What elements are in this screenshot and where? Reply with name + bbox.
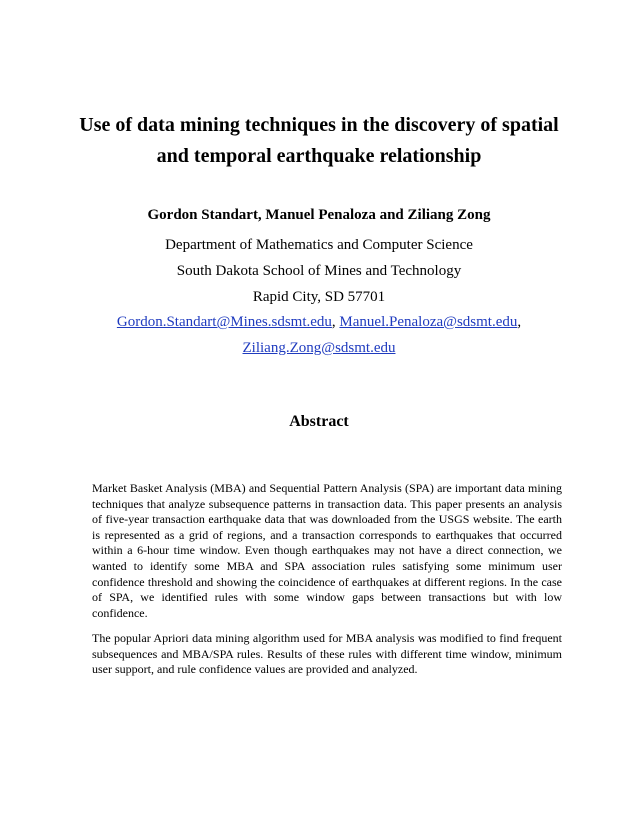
email-link-zong[interactable]: Ziliang.Zong@sdsmt.edu <box>242 340 396 356</box>
email-separator: , <box>331 314 340 330</box>
email-line-1 <box>40 312 598 332</box>
affiliation-department: Department of Mathematics and Computer Science <box>165 237 473 253</box>
email-line-2 <box>40 338 598 358</box>
abstract-heading: Abstract <box>289 413 349 430</box>
author-list: Gordon Standart, Manuel Penaloza and Ziliang Zong <box>147 207 491 223</box>
affiliation-location: Rapid City, SD 57701 <box>252 289 386 305</box>
email-link-penaloza[interactable]: Manuel.Penaloza@sdsmt.edu <box>339 314 518 330</box>
abstract-paragraph-1: Market Basket Analysis (MBA) and Sequential Pattern Analysis (SPA) are important data mining techniques that analyze subsequence patterns in transaction data. This paper presents an analysis of five-year transaction earthquake data that was downloaded from the USGS website. The earth is represented as a grid of regions, and a transaction corresponds to earthquakes that occurred within a 6-hour time window. Even though earthquakes may not have a direct connection, we wanted to identify some MBA and SPA association rules satisfying some minimum user confidence threshold and showing the coincidence of earthquakes at different regions. In the case of SPA, we identified rules with some window gaps between transactions but with low confidence. <box>92 481 562 620</box>
email-link-standart[interactable]: Gordon.Standart@Mines.sdsmt.edu <box>116 314 332 330</box>
paper-title <box>60 110 578 172</box>
email-separator-trailing: , <box>517 314 522 330</box>
title-line-2: and temporal earthquake relationship <box>156 145 482 167</box>
abstract-paragraph-2: The popular Apriori data mining algorithm used for MBA analysis was modified to find frequent subsequences and MBA/SPA rules. Results of these rules with different time window, minimum user support, and rule confidence values are provided and analyzed. <box>92 631 562 677</box>
title-line-1: Use of data mining techniques in the discovery of spatial <box>79 114 559 136</box>
affiliation-institution: South Dakota School of Mines and Technology <box>176 263 462 279</box>
